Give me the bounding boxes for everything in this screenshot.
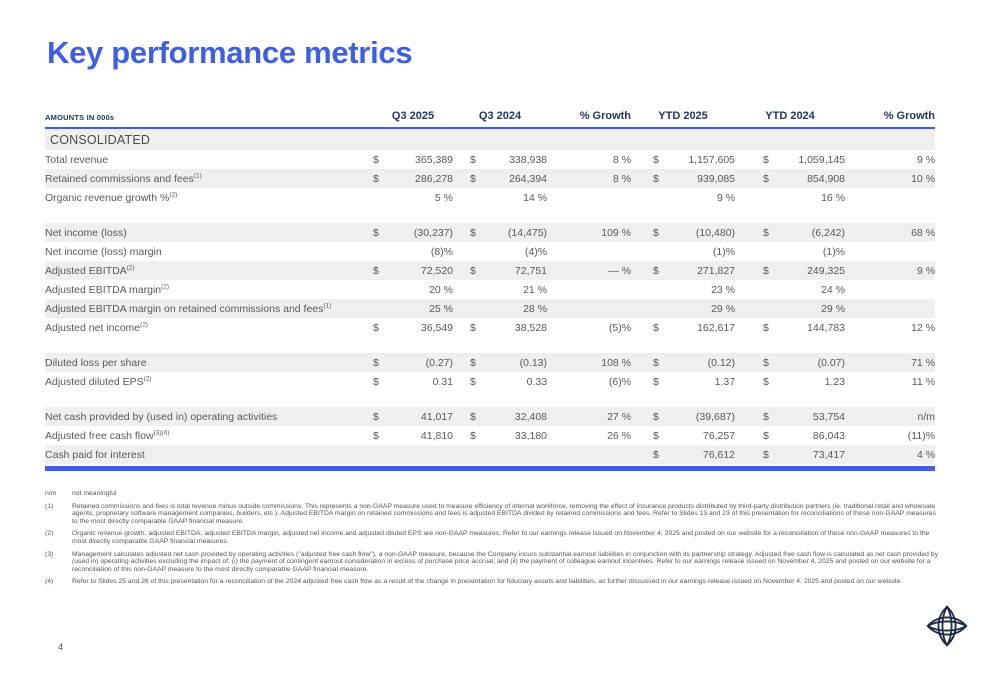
metric-value: n/m — [917, 410, 936, 423]
spacer-cell — [45, 337, 935, 353]
metric-row — [45, 223, 935, 242]
spacer-cell — [45, 391, 935, 407]
metric-value: (0.27) — [425, 356, 454, 369]
metric-row — [45, 188, 935, 207]
metric-value: $ — [763, 172, 769, 185]
col-header-q3-2025: Q3 2025 — [373, 110, 453, 128]
metric-value — [845, 188, 935, 207]
metric-value: $ — [763, 448, 769, 461]
metric-value: $ — [373, 429, 379, 442]
col-header-growth-ytd: % Growth — [845, 110, 935, 128]
metric-value: 86,043 — [812, 429, 846, 442]
metric-value: $ — [653, 153, 659, 166]
metric-value: 27 % — [607, 410, 632, 423]
metric-value: 73,417 — [812, 448, 846, 461]
metric-value: — % — [608, 264, 632, 277]
metric-value — [453, 188, 483, 207]
page-number: 4 — [58, 642, 64, 652]
metric-value — [845, 242, 935, 261]
metric-value — [373, 445, 389, 464]
section-label: CONSOLIDATED — [45, 128, 935, 150]
metric-value: 25 % — [429, 302, 454, 315]
table-bottom-accent-bar — [45, 466, 935, 471]
metric-value: $ — [470, 410, 476, 423]
metric-value — [373, 280, 389, 299]
metric-value: (6)% — [608, 375, 632, 388]
metric-row — [45, 372, 935, 391]
metric-row — [45, 169, 935, 188]
metric-value: 21 % — [523, 283, 548, 296]
metric-value: 286,278 — [415, 172, 454, 185]
metric-value: 26 % — [607, 429, 632, 442]
metric-value: $ — [470, 429, 476, 442]
metric-row — [45, 242, 935, 261]
metric-value — [547, 280, 631, 299]
metric-value: $ — [373, 226, 379, 239]
metric-value: 1.37 — [714, 375, 736, 388]
metric-value: 33,180 — [514, 429, 548, 442]
footnote-text: Management calculates adjusted net cash provided by operating activities ("adjusted free cash flow"), a non-GAAP measure, because the Company incurs substantial earnout liabilities in conjunction with its partnership strategy. Adjusted free cash flow is calculated as net cash provided by (used in) operating activities excluding the impact of: (i) the payment of contingent earnout consideration in excess of purchase price accrual; and (ii) the payment of colleague earnout incentives. Refer to our earnings release issued on November 4, 2025 and posted on our website for a reconciliation of this non-GAAP measure to the most directly comparable GAAP financial measure. — [72, 550, 938, 573]
metric-value: 28 % — [523, 302, 548, 315]
metric-label: Organic revenue growth %$^{(2)}$ — [45, 191, 178, 204]
footnote-marker: (3) — [45, 550, 54, 558]
metric-value — [373, 188, 389, 207]
metric-value: 38,528 — [514, 321, 548, 334]
metric-value: 365,389 — [415, 153, 454, 166]
metric-value: 36,549 — [420, 321, 454, 334]
metric-value: 9 % — [916, 153, 936, 166]
metric-value: 0.31 — [432, 375, 454, 388]
metric-value: 271,827 — [697, 264, 736, 277]
metric-label: Adjusted free cash flow$^{(3)(4)}$ — [45, 429, 170, 442]
metric-row — [45, 407, 935, 426]
metric-value: 11 % — [911, 375, 936, 388]
col-header-ytd-2025: YTD 2025 — [631, 110, 735, 128]
metric-value: 8 % — [612, 153, 632, 166]
metric-value: $ — [763, 264, 769, 277]
metric-value: $ — [653, 375, 659, 388]
metric-value: $ — [763, 375, 769, 388]
footnote-text: Organic revenue growth, adjusted EBITDA, adjusted EBITDA margin, adjusted net income and adjusted diluted EPS are non-GAAP measures. Refer to our earnings release issued on November 4, 2025 and posted on our website for a reconciliation of these non-GAAP measures to the most directly comparable GAAP financial measures. — [72, 530, 930, 545]
metric-value — [483, 445, 547, 464]
metric-value — [845, 280, 935, 299]
col-header-q3-2024: Q3 2024 — [453, 110, 547, 128]
metric-value: $ — [653, 429, 659, 442]
metric-value — [547, 445, 631, 464]
metric-value: $ — [653, 226, 659, 239]
metric-value: 41,017 — [420, 410, 454, 423]
footnote-marker: (4) — [45, 578, 54, 586]
metric-row — [45, 261, 935, 280]
footnote-ref: (2) — [126, 264, 135, 271]
metric-value: 9 % — [916, 264, 936, 277]
metric-value: (11)% — [907, 429, 936, 442]
metric-value — [373, 242, 389, 261]
metric-value — [735, 242, 775, 261]
metrics-table-wrap — [45, 110, 935, 471]
metric-value — [547, 299, 631, 318]
metric-value: 4 % — [916, 448, 936, 461]
metric-value: (6,242) — [811, 226, 846, 239]
metric-value: 20 % — [429, 283, 454, 296]
metric-label: Net income (loss) margin — [45, 245, 162, 258]
metric-label: Adjusted net income$^{(2)}$ — [45, 321, 149, 334]
metric-value: 23 % — [711, 283, 736, 296]
footnote-ref: (2) — [143, 375, 152, 382]
table-header-row — [45, 110, 935, 128]
metric-value: 12 % — [911, 321, 936, 334]
metric-row — [45, 445, 935, 464]
metric-value: 53,754 — [812, 410, 846, 423]
company-weave-logo-icon — [926, 603, 968, 649]
metric-value: 854,908 — [807, 172, 846, 185]
metric-value — [453, 280, 483, 299]
footnote-ref: (1) — [323, 302, 332, 309]
metric-value: $ — [470, 153, 476, 166]
metric-value: $ — [653, 172, 659, 185]
metric-label: Net cash provided by (used in) operating activities — [45, 410, 278, 423]
footnote-text: not meaningful — [72, 490, 117, 497]
spacer-row — [45, 337, 935, 353]
metric-value — [547, 188, 631, 207]
metric-value: $ — [653, 264, 659, 277]
metric-label: Adjusted diluted EPS$^{(2)}$ — [45, 375, 152, 388]
metric-value: 9 % — [716, 191, 736, 204]
section-header-row — [45, 128, 935, 150]
metric-value: 108 % — [601, 356, 632, 369]
metric-row — [45, 426, 935, 445]
metric-value: $ — [653, 410, 659, 423]
metric-value: 76,612 — [702, 448, 736, 461]
metric-value — [547, 242, 631, 261]
metric-value: 41,810 — [420, 429, 454, 442]
footnote-marker: (2) — [45, 530, 54, 538]
metric-value: $ — [653, 321, 659, 334]
metric-row — [45, 353, 935, 372]
footnote-item — [45, 551, 940, 574]
page-title: Key performance metrics — [47, 35, 413, 70]
metric-value: 29 % — [821, 302, 846, 315]
spacer-cell — [45, 207, 935, 223]
metric-value: 71 % — [911, 356, 936, 369]
metric-value: $ — [763, 153, 769, 166]
metric-value — [735, 280, 775, 299]
metric-value: $ — [373, 153, 379, 166]
metric-value: 8 % — [612, 172, 632, 185]
metrics-table-body — [45, 128, 935, 464]
col-header-ytd-2024: YTD 2024 — [735, 110, 845, 128]
metric-value: $ — [470, 172, 476, 185]
metric-row — [45, 318, 935, 337]
metric-value — [845, 299, 935, 318]
footnote-item — [45, 503, 940, 526]
metric-value: 76,257 — [702, 429, 736, 442]
metric-value — [453, 445, 483, 464]
metric-value: $ — [470, 375, 476, 388]
metric-value: $ — [763, 429, 769, 442]
metric-value: $ — [373, 172, 379, 185]
metric-value: 144,783 — [807, 321, 846, 334]
metric-value — [389, 445, 453, 464]
metric-value — [453, 242, 483, 261]
metric-value: $ — [373, 321, 379, 334]
metric-value — [453, 299, 483, 318]
footnote-ref: (2) — [140, 321, 149, 328]
metric-value: $ — [470, 356, 476, 369]
metric-value: 1,059,145 — [798, 153, 846, 166]
metric-value: $ — [763, 410, 769, 423]
metric-value: (14,475) — [507, 226, 548, 239]
metric-value: 16 % — [821, 191, 846, 204]
metric-value — [373, 299, 389, 318]
metrics-table — [45, 110, 935, 464]
footnotes-list — [45, 490, 940, 591]
metric-value: 1.23 — [824, 375, 846, 388]
metric-label: Cash paid for interest — [45, 448, 145, 461]
footnote-item — [45, 490, 940, 498]
footnote-ref: (3)(4) — [153, 429, 170, 436]
metric-value: (10,480) — [695, 226, 736, 239]
metric-value: 249,325 — [807, 264, 846, 277]
metric-value: 264,394 — [509, 172, 548, 185]
metric-value: (0.13) — [519, 356, 548, 369]
metric-label: Retained commissions and fees$^{(1)}$ — [45, 172, 202, 185]
metric-value: 72,520 — [420, 264, 454, 277]
metric-value: $ — [763, 226, 769, 239]
footnote-marker: n/m — [45, 490, 57, 497]
metric-value: 338,938 — [509, 153, 548, 166]
metric-value: $ — [653, 356, 659, 369]
footnote-ref: (1) — [193, 172, 202, 179]
metric-label: Total revenue — [45, 153, 109, 166]
metric-row — [45, 150, 935, 169]
metric-value: 162,617 — [697, 321, 736, 334]
metric-value: 72,751 — [514, 264, 548, 277]
metric-value: $ — [763, 321, 769, 334]
footnote-ref: (2) — [161, 283, 170, 290]
metric-value: (0.12) — [707, 356, 736, 369]
metric-value: $ — [373, 356, 379, 369]
footnote-ref: (2) — [169, 191, 178, 198]
footnote-item — [45, 530, 940, 545]
metric-value: $ — [373, 375, 379, 388]
col-header-growth-quarter: % Growth — [547, 110, 631, 128]
metric-value: 109 % — [601, 226, 632, 239]
metric-value: 939,085 — [697, 172, 736, 185]
metric-value — [631, 188, 663, 207]
metric-value: (4)% — [524, 245, 548, 258]
metric-label: Adjusted EBITDA margin$^{(2)}$ — [45, 283, 170, 296]
footnote-text: Refer to Slides 25 and 26 of this presentation for a reconciliation of the 2024 adjusted free cash flow as a result of the change in presentation for fiduciary assets and liabilities, as further discussed in our earnings release issued on November 4, 2025 and posted on our website. — [72, 578, 903, 586]
metric-value: (1)% — [822, 245, 846, 258]
metric-value: 24 % — [821, 283, 846, 296]
metric-row — [45, 280, 935, 299]
metric-value: $ — [470, 264, 476, 277]
metric-value — [631, 242, 663, 261]
metric-value — [735, 188, 775, 207]
metric-value: $ — [470, 321, 476, 334]
metric-value: $ — [470, 226, 476, 239]
spacer-row — [45, 391, 935, 407]
footnote-text: Retained commissions and fees is total revenue minus outside commissions. This represents a non-GAAP measure used to measure efficiency of internal workforce, removing the effect of insurance products distributed by third-party distribution partners (ie. traditional retail and wholesale agents, proprietary software management companies, builders, etc.). Adjusted EBITDA margin on retained commissions and fees is adjusted EBITDA divided by retained commissions and fees. Refer to Slides 13 and 23 of this presentation for reconciliations of these non-GAAP measures to the most directly comparable GAAP financial measure. — [72, 502, 936, 525]
metric-value: (1)% — [712, 245, 736, 258]
metric-value: (30,237) — [413, 226, 454, 239]
metric-value: 5 % — [434, 191, 454, 204]
metric-label: Adjusted EBITDA$^{(2)}$ — [45, 264, 135, 277]
metric-value: $ — [373, 264, 379, 277]
metric-value: 32,408 — [514, 410, 548, 423]
metric-row — [45, 299, 935, 318]
metric-value: 14 % — [523, 191, 548, 204]
spacer-row — [45, 207, 935, 223]
metric-value: $ — [653, 448, 659, 461]
metric-value: 1,157,605 — [688, 153, 736, 166]
metric-value — [631, 280, 663, 299]
metric-value: $ — [373, 410, 379, 423]
metric-value — [735, 299, 775, 318]
metric-value: 68 % — [911, 226, 936, 239]
metric-value — [631, 299, 663, 318]
metric-label: Diluted loss per share — [45, 356, 147, 369]
metric-value: (39,687) — [695, 410, 736, 423]
footnote-item — [45, 578, 940, 586]
footnote-marker: (1) — [45, 502, 54, 510]
metric-value: $ — [763, 356, 769, 369]
metric-label: Adjusted EBITDA margin on retained commissions and fees$^{(1)}$ — [45, 302, 332, 315]
metric-label: Net income (loss) — [45, 226, 127, 239]
metric-value: (8)% — [430, 245, 454, 258]
metric-value: 10 % — [911, 172, 936, 185]
metric-value: 29 % — [711, 302, 736, 315]
metric-value: 0.33 — [526, 375, 548, 388]
metric-value: (0.07) — [817, 356, 846, 369]
amounts-in-000s-label: AMOUNTS IN 000s — [45, 110, 373, 128]
metric-value: (5)% — [608, 321, 632, 334]
